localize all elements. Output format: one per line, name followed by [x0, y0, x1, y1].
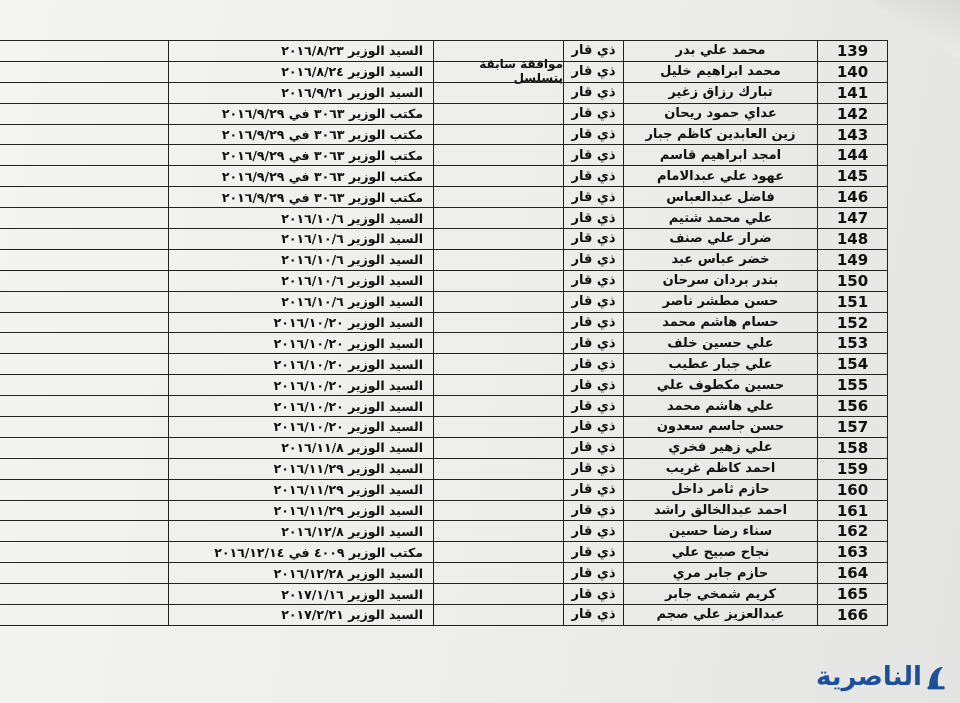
- note-cell: [433, 145, 563, 165]
- note-cell: [433, 584, 563, 604]
- note-cell: [433, 542, 563, 562]
- row-number: 154: [817, 354, 888, 374]
- approval-reference: مكتب الوزير ٣٠٦٣ في ٢٠١٦/٩/٢٩: [168, 125, 433, 145]
- person-name: عهود علي عبدالامام: [623, 166, 817, 186]
- row-number: 159: [817, 459, 888, 479]
- governorate: ذي قار: [563, 271, 623, 291]
- note-cell: [433, 605, 563, 625]
- person-name: سناء رضا حسين: [623, 521, 817, 541]
- approval-reference: السيد الوزير ٢٠١٦/١٠/٢٠: [168, 375, 433, 395]
- person-name: حسام هاشم محمد: [623, 313, 817, 333]
- table-row: [0, 229, 888, 250]
- person-name: زين العابدين كاظم جبار: [623, 125, 817, 145]
- watermark-text: الناصرية: [816, 662, 922, 692]
- note-cell: [433, 250, 563, 270]
- governorate: ذي قار: [563, 480, 623, 500]
- row-number: 146: [817, 187, 888, 207]
- table-row: [0, 313, 888, 334]
- row-number: 158: [817, 438, 888, 458]
- person-name: نجاح صبيح علي: [623, 542, 817, 562]
- row-number: 144: [817, 145, 888, 165]
- row-number: 147: [817, 208, 888, 228]
- row-number: 145: [817, 166, 888, 186]
- note-cell: [433, 104, 563, 124]
- person-name: تبارك رزاق زغير: [623, 83, 817, 103]
- person-name: حسن جاسم سعدون: [623, 417, 817, 437]
- note-cell: [433, 501, 563, 521]
- note-cell: [433, 229, 563, 249]
- governorate: ذي قار: [563, 521, 623, 541]
- approval-reference: السيد الوزير ٢٠١٦/١٠/٦: [168, 250, 433, 270]
- approval-reference: السيد الوزير ٢٠١٦/١١/٢٩: [168, 459, 433, 479]
- person-name: حازم ثامر داخل: [623, 480, 817, 500]
- row-number: 153: [817, 333, 888, 353]
- governorate: ذي قار: [563, 229, 623, 249]
- table-row: [0, 271, 888, 292]
- person-name: عبدالعزيز علي صجم: [623, 605, 817, 625]
- person-name: احمد كاظم غريب: [623, 459, 817, 479]
- approval-reference: السيد الوزير ٢٠١٦/١١/٨: [168, 438, 433, 458]
- row-number: 143: [817, 125, 888, 145]
- governorate: ذي قار: [563, 396, 623, 416]
- person-name: علي هاشم محمد: [623, 396, 817, 416]
- person-name: كريم شمخي جابر: [623, 584, 817, 604]
- person-name: خضر عباس عبد: [623, 250, 817, 270]
- person-name: حسين مكطوف علي: [623, 375, 817, 395]
- table-row: [0, 250, 888, 271]
- alnasiriyah-logo-icon: [926, 660, 946, 694]
- table-row: [0, 104, 888, 125]
- approval-reference: السيد الوزير ٢٠١٦/٨/٢٤: [168, 62, 433, 82]
- watermark-logo: [816, 657, 946, 697]
- row-number: 164: [817, 563, 888, 583]
- person-name: فاضل عبدالعباس: [623, 187, 817, 207]
- table-row: [0, 605, 888, 626]
- approval-reference: السيد الوزير ٢٠١٦/١١/٢٩: [168, 501, 433, 521]
- row-number: 163: [817, 542, 888, 562]
- note-cell: [433, 417, 563, 437]
- table-row: [0, 145, 888, 166]
- approval-reference: السيد الوزير ٢٠١٦/١٠/٦: [168, 292, 433, 312]
- approval-reference: مكتب الوزير ٣٠٦٣ في ٢٠١٦/٩/٢٩: [168, 145, 433, 165]
- governorate: ذي قار: [563, 501, 623, 521]
- note-cell: [433, 459, 563, 479]
- approval-reference: السيد الوزير ٢٠١٦/١٢/٨: [168, 521, 433, 541]
- note-cell: [433, 438, 563, 458]
- person-name: امجد ابراهيم قاسم: [623, 145, 817, 165]
- approval-reference: مكتب الوزير ٤٠٠٩ في ٢٠١٦/١٢/١٤: [168, 542, 433, 562]
- governorate: ذي قار: [563, 584, 623, 604]
- row-number: 161: [817, 501, 888, 521]
- table-row: [0, 521, 888, 542]
- table-row: [0, 333, 888, 354]
- person-name: بندر بردان سرحان: [623, 271, 817, 291]
- person-name: عداي حمود ريحان: [623, 104, 817, 124]
- note-cell: [433, 375, 563, 395]
- row-number: 160: [817, 480, 888, 500]
- approval-reference: مكتب الوزير ٣٠٦٣ في ٢٠١٦/٩/٢٩: [168, 104, 433, 124]
- note-cell: [433, 396, 563, 416]
- governorate: ذي قار: [563, 354, 623, 374]
- row-number: 139: [817, 41, 888, 61]
- governorate: ذي قار: [563, 250, 623, 270]
- governorate: ذي قار: [563, 125, 623, 145]
- approval-reference: السيد الوزير ٢٠١٦/٩/٢١: [168, 83, 433, 103]
- row-number: 156: [817, 396, 888, 416]
- table-row: [0, 208, 888, 229]
- note-cell: [433, 354, 563, 374]
- row-number: 140: [817, 62, 888, 82]
- note-cell: [433, 208, 563, 228]
- table-row: [0, 563, 888, 584]
- governorate: ذي قار: [563, 104, 623, 124]
- table-row: [0, 438, 888, 459]
- row-number: 151: [817, 292, 888, 312]
- person-name: محمد علي بدر: [623, 41, 817, 61]
- row-number: 157: [817, 417, 888, 437]
- person-name: حازم جابر مري: [623, 563, 817, 583]
- governorate: ذي قار: [563, 313, 623, 333]
- approval-reference: السيد الوزير ٢٠١٦/١٠/٢٠: [168, 313, 433, 333]
- governorate: ذي قار: [563, 333, 623, 353]
- row-number: 152: [817, 313, 888, 333]
- note-cell: [433, 480, 563, 500]
- table-row: [0, 584, 888, 605]
- approval-reference: السيد الوزير ٢٠١٦/١٠/٢٠: [168, 396, 433, 416]
- approval-reference: السيد الوزير ٢٠١٦/١٠/٢٠: [168, 417, 433, 437]
- governorate: ذي قار: [563, 605, 623, 625]
- governorate: ذي قار: [563, 41, 623, 61]
- note-cell: [433, 292, 563, 312]
- table-row: [0, 480, 888, 501]
- row-number: 141: [817, 83, 888, 103]
- table-row: [0, 292, 888, 313]
- approval-reference: السيد الوزير ٢٠١٦/٨/٢٣: [168, 41, 433, 61]
- prior-approval-note: موافقة سابقة بتسلسل: [479, 57, 563, 86]
- note-cell: [433, 187, 563, 207]
- person-name: ضرار علي صنف: [623, 229, 817, 249]
- person-name: محمد ابراهيم خليل: [623, 62, 817, 82]
- person-name: احمد عبدالخالق راشد: [623, 501, 817, 521]
- approval-reference: مكتب الوزير ٣٠٦٣ في ٢٠١٦/٩/٢٩: [168, 187, 433, 207]
- note-cell: [433, 333, 563, 353]
- row-number: 148: [817, 229, 888, 249]
- approval-reference: السيد الوزير ٢٠١٦/١٢/٢٨: [168, 563, 433, 583]
- table-row: [0, 417, 888, 438]
- governorate: ذي قار: [563, 166, 623, 186]
- table-row: [0, 125, 888, 146]
- table-row: [0, 375, 888, 396]
- table-row: [0, 354, 888, 375]
- governorate: ذي قار: [563, 145, 623, 165]
- table-row: [0, 542, 888, 563]
- note-cell: [433, 125, 563, 145]
- approval-reference: السيد الوزير ٢٠١٦/١٠/٦: [168, 208, 433, 228]
- person-name: علي جبار عطيب: [623, 354, 817, 374]
- governorate: ذي قار: [563, 542, 623, 562]
- governorate: ذي قار: [563, 208, 623, 228]
- approval-reference: السيد الوزير ٢٠١٦/١٠/٦: [168, 229, 433, 249]
- row-number: 166: [817, 605, 888, 625]
- person-name: علي زهير فخري: [623, 438, 817, 458]
- row-number: 150: [817, 271, 888, 291]
- table-row: [0, 166, 888, 187]
- approval-reference: السيد الوزير ٢٠١٦/١٠/٢٠: [168, 354, 433, 374]
- approval-reference: السيد الوزير ٢٠١٦/١٠/٢٠: [168, 333, 433, 353]
- row-number: 149: [817, 250, 888, 270]
- governorate: ذي قار: [563, 459, 623, 479]
- names-table: [0, 40, 888, 626]
- governorate: ذي قار: [563, 563, 623, 583]
- row-number: 155: [817, 375, 888, 395]
- approval-reference: السيد الوزير ٢٠١٦/١١/٢٩: [168, 480, 433, 500]
- person-name: علي حسين خلف: [623, 333, 817, 353]
- approval-reference: السيد الوزير ٢٠١٧/٢/٢١: [168, 605, 433, 625]
- row-number: 142: [817, 104, 888, 124]
- person-name: علي محمد شتيم: [623, 208, 817, 228]
- approval-reference: السيد الوزير ٢٠١٦/١٠/٦: [168, 271, 433, 291]
- table-row: [0, 187, 888, 208]
- governorate: ذي قار: [563, 83, 623, 103]
- note-cell: [433, 521, 563, 541]
- governorate: ذي قار: [563, 417, 623, 437]
- approval-reference: السيد الوزير ٢٠١٧/١/١٦: [168, 584, 433, 604]
- governorate: ذي قار: [563, 187, 623, 207]
- note-cell: [433, 313, 563, 333]
- note-cell: [433, 563, 563, 583]
- person-name: حسن مطشر ناصر: [623, 292, 817, 312]
- note-cell: [433, 271, 563, 291]
- approval-reference: مكتب الوزير ٣٠٦٣ في ٢٠١٦/٩/٢٩: [168, 166, 433, 186]
- table-row: [0, 396, 888, 417]
- governorate: ذي قار: [563, 292, 623, 312]
- governorate: ذي قار: [563, 62, 623, 82]
- governorate: ذي قار: [563, 375, 623, 395]
- row-number: 165: [817, 584, 888, 604]
- table-row: [0, 501, 888, 522]
- governorate: ذي قار: [563, 438, 623, 458]
- row-number: 162: [817, 521, 888, 541]
- table-row: [0, 459, 888, 480]
- note-cell: [433, 166, 563, 186]
